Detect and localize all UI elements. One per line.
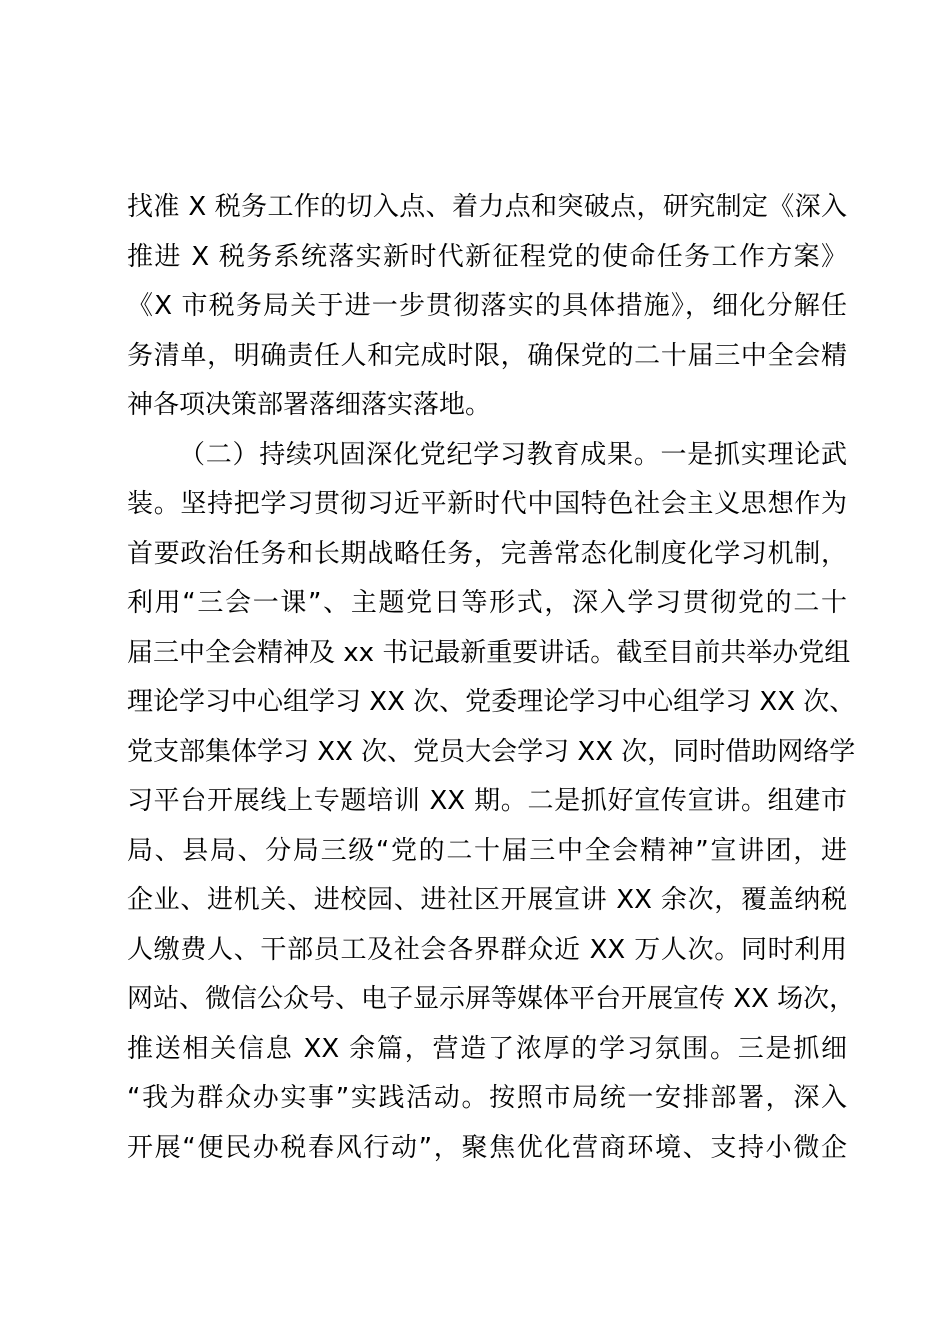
text-line: 习平台开展线上专题培训 XX 期。二是抓好宣传宣讲。组建市 [127,786,847,816]
text-line: 党支部集体学习 XX 次、党员大会学习 XX 次，同时借助网络学 [127,736,856,767]
section-heading-line: （二）持续巩固深化党纪学习教育成果。一是抓实理论武 [179,439,847,470]
text-line: “我为群众办实事”实践活动。按照市局统一安排部署，深入 [127,1083,847,1113]
text-line: 局、县局、分局三级“党的二十届三中全会精神”宣讲团，进 [127,835,847,866]
text-line: 《X 市税务局关于进一步贯彻落实的具体措施》，细化分解任 [127,291,847,321]
text-line: 首要政治任务和长期战略任务，完善常态化制度化学习机制， [127,538,847,569]
text-line: 找准 X 税务工作的切入点、着力点和突破点，研究制定《深入 [127,192,847,222]
text-line: 人缴费人、干部员工及社会各界群众近 XX 万人次。同时利用 [127,934,847,965]
text-line: 企业、进机关、进校园、进社区开展宣讲 XX 余次，覆盖纳税 [127,885,847,915]
text-line: 推进 X 税务系统落实新时代新征程党的使命任务工作方案》 [127,241,847,272]
paragraph-2 [127,431,856,1174]
paragraph-1 [127,183,847,431]
text-line: 务清单，明确责任人和完成时限，确保党的二十届三中全会精 [127,340,847,371]
text-line: 利用“三会一课”、主题党日等形式，深入学习贯彻党的二十 [127,588,847,618]
text-line: 开展“便民办税春风行动”，聚焦优化营商环境、支持小微企 [127,1132,847,1163]
text-line: 网站、微信公众号、电子显示屏等媒体平台开展宣传 XX 场次， [127,984,856,1014]
text-line: 推送相关信息 XX 余篇，营造了浓厚的学习氛围。三是抓细 [127,1033,847,1064]
text-line: 理论学习中心组学习 XX 次、党委理论学习中心组学习 XX 次、 [127,687,856,717]
text-line: 届三中全会精神及 xx 书记最新重要讲话。截至目前共举办党组 [127,637,851,668]
text-line: 装。坚持把学习贯彻习近平新时代中国特色社会主义思想作为 [127,489,847,519]
text-line: 神各项决策部署落细落实落地。 [127,390,492,420]
body-text [127,183,856,1173]
